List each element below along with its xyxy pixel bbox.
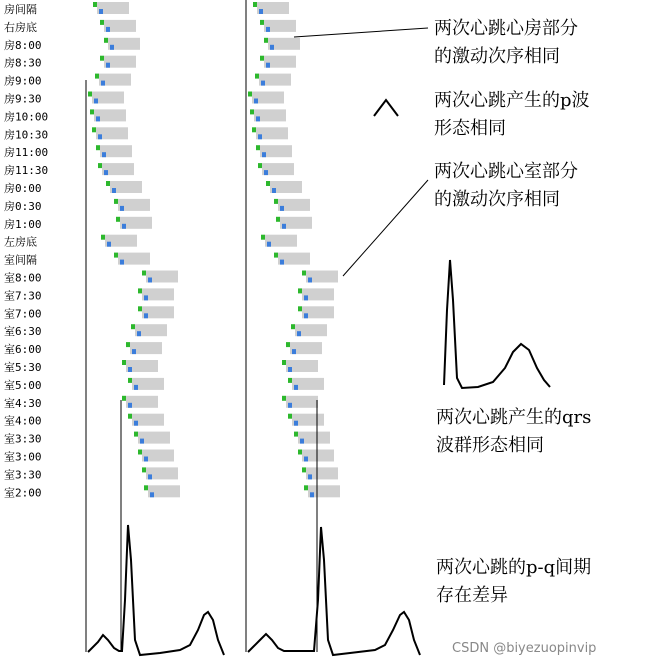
p-wave-glyph <box>374 100 398 116</box>
activation-start-marker <box>98 163 102 168</box>
activation-start-marker <box>288 414 292 419</box>
row-label: 房8:00 <box>4 38 42 52</box>
activation-end-marker <box>304 295 308 300</box>
activation-end-marker <box>288 367 292 372</box>
activation-start-marker <box>114 199 118 204</box>
row-label: 室7:30 <box>4 289 42 303</box>
activation-start-marker <box>122 360 126 365</box>
row-label: 室5:30 <box>4 361 42 374</box>
activation-end-marker <box>106 63 110 68</box>
svg-text:波群形态相同: 波群形态相同 <box>436 435 544 456</box>
activation-start-marker <box>291 324 295 329</box>
activation-start-marker <box>266 181 270 186</box>
activation-start-marker <box>288 378 292 383</box>
activation-end-marker <box>122 224 126 229</box>
row-label: 室3:00 <box>4 450 42 464</box>
activation-start-marker <box>258 163 262 168</box>
svg-text:两次心跳的p-q间期: 两次心跳的p-q间期 <box>436 557 592 578</box>
activation-start-marker <box>128 414 132 419</box>
annotation-qrs <box>436 407 591 456</box>
row-label: 房9:00 <box>4 74 42 88</box>
activation-end-marker <box>148 278 152 283</box>
leader-line-ventricle <box>343 180 428 276</box>
activation-start-marker <box>138 288 142 293</box>
activation-end-marker <box>254 99 258 104</box>
svg-text:的激动次序相同: 的激动次序相同 <box>434 46 560 67</box>
activation-start-marker <box>100 56 104 61</box>
qrs-wave-glyph <box>444 260 550 388</box>
activation-end-marker <box>280 206 284 211</box>
activation-end-marker <box>256 116 260 121</box>
activation-end-marker <box>99 9 103 14</box>
activation-end-marker <box>294 385 298 390</box>
activation-end-marker <box>128 367 132 372</box>
activation-start-marker <box>256 145 260 150</box>
activation-start-marker <box>282 360 286 365</box>
activation-end-marker <box>288 403 292 408</box>
activation-start-marker <box>282 396 286 401</box>
row-label: 室间隔 <box>4 253 37 267</box>
activation-start-marker <box>298 288 302 293</box>
row-label: 室2:00 <box>4 486 42 500</box>
activation-end-marker <box>272 188 276 193</box>
activation-start-marker <box>142 467 146 472</box>
activation-start-marker <box>116 217 120 222</box>
leader-line-atrial <box>294 28 428 37</box>
activation-start-marker <box>294 432 298 437</box>
activation-end-marker <box>297 331 301 336</box>
activation-end-marker <box>262 152 266 157</box>
activation-start-marker <box>264 38 268 43</box>
svg-text:形态相同: 形态相同 <box>434 118 506 139</box>
activation-start-marker <box>106 181 110 186</box>
activation-start-marker <box>286 342 290 347</box>
activation-end-marker <box>140 439 144 444</box>
activation-end-marker <box>98 134 102 139</box>
activation-end-marker <box>120 206 124 211</box>
activation-start-marker <box>142 271 146 276</box>
activation-start-marker <box>96 145 100 150</box>
activation-end-marker <box>107 242 111 247</box>
row-label: 房11:30 <box>4 164 49 178</box>
activation-end-marker <box>132 349 136 354</box>
activation-end-marker <box>310 492 314 497</box>
activation-start-marker <box>122 396 126 401</box>
row-label: 室3:30 <box>4 432 42 446</box>
activation-end-marker <box>258 134 262 139</box>
activation-end-marker <box>300 439 304 444</box>
row-label: 房0:30 <box>4 199 42 213</box>
activation-start-marker <box>95 74 99 79</box>
activation-end-marker <box>110 45 114 50</box>
activation-start-marker <box>128 378 132 383</box>
activation-end-marker <box>294 421 298 426</box>
beat-2-activation-bars <box>248 2 340 497</box>
activation-start-marker <box>138 450 142 455</box>
activation-start-marker <box>276 217 280 222</box>
activation-end-marker <box>150 492 154 497</box>
ecg-waveform-beat-2 <box>248 527 420 655</box>
svg-text:两次心跳心室部分: 两次心跳心室部分 <box>434 161 578 182</box>
activation-start-marker <box>274 253 278 258</box>
activation-start-marker <box>126 342 130 347</box>
activation-start-marker <box>138 306 142 311</box>
activation-end-marker <box>308 278 312 283</box>
activation-start-marker <box>144 485 148 490</box>
svg-text:两次心跳产生的qrs: 两次心跳产生的qrs <box>436 407 592 428</box>
activation-end-marker <box>120 260 124 265</box>
annotation-ventricle-seq <box>434 161 578 210</box>
activation-start-marker <box>298 450 302 455</box>
activation-start-marker <box>255 74 259 79</box>
activation-end-marker <box>304 457 308 462</box>
activation-start-marker <box>302 271 306 276</box>
activation-end-marker <box>94 99 98 104</box>
activation-end-marker <box>137 331 141 336</box>
row-label: 房9:30 <box>4 92 42 106</box>
row-label: 室6:30 <box>4 325 42 339</box>
activation-start-marker <box>134 432 138 437</box>
row-label: 室4:00 <box>4 414 42 428</box>
activation-end-marker <box>280 260 284 265</box>
row-label: 室8:00 <box>4 271 42 285</box>
activation-end-marker <box>134 385 138 390</box>
activation-start-marker <box>252 127 256 132</box>
activation-start-marker <box>100 20 104 25</box>
activation-start-marker <box>253 2 257 7</box>
activation-start-marker <box>304 485 308 490</box>
activation-end-marker <box>304 313 308 318</box>
activation-end-marker <box>308 474 312 479</box>
activation-start-marker <box>90 109 94 114</box>
activation-start-marker <box>93 2 97 7</box>
row-label: 房0:00 <box>4 182 42 195</box>
activation-start-marker <box>104 38 108 43</box>
activation-start-marker <box>260 20 264 25</box>
activation-end-marker <box>148 474 152 479</box>
row-labels <box>4 2 48 499</box>
activation-end-marker <box>266 27 270 32</box>
svg-text:两次心跳产生的p波: 两次心跳产生的p波 <box>434 90 590 111</box>
row-label: 房间隔 <box>4 3 37 16</box>
row-label: 室5:00 <box>4 378 42 392</box>
watermark: CSDN @biyezuopinvip <box>452 641 597 656</box>
annotation-pq <box>436 557 591 606</box>
activation-end-marker <box>134 421 138 426</box>
activation-end-marker <box>112 188 116 193</box>
activation-start-marker <box>298 306 302 311</box>
activation-start-marker <box>131 324 135 329</box>
activation-end-marker <box>128 403 132 408</box>
activation-end-marker <box>144 295 148 300</box>
activation-start-marker <box>114 253 118 258</box>
row-label: 室4:30 <box>4 396 42 410</box>
activation-start-marker <box>92 127 96 132</box>
activation-end-marker <box>104 170 108 175</box>
activation-start-marker <box>88 92 92 97</box>
row-label: 左房底 <box>4 235 37 249</box>
activation-end-marker <box>96 116 100 121</box>
annotation-p-wave <box>434 90 590 139</box>
activation-end-marker <box>292 349 296 354</box>
activation-start-marker <box>261 235 265 240</box>
svg-text:两次心跳心房部分: 两次心跳心房部分 <box>434 18 578 39</box>
beat-1-activation-bars <box>88 2 180 497</box>
row-label: 室7:00 <box>4 307 42 321</box>
activation-end-marker <box>267 242 271 247</box>
row-label: 室6:00 <box>4 343 42 357</box>
svg-text:存在差异: 存在差异 <box>436 585 508 606</box>
activation-end-marker <box>261 81 265 86</box>
activation-end-marker <box>264 170 268 175</box>
row-label: 房10:00 <box>4 110 49 124</box>
activation-end-marker <box>266 63 270 68</box>
activation-start-marker <box>302 467 306 472</box>
activation-start-marker <box>260 56 264 61</box>
row-label: 室3:30 <box>4 468 42 482</box>
activation-end-marker <box>259 9 263 14</box>
annotation-atrial-seq <box>434 18 578 67</box>
row-label: 房1:00 <box>4 217 42 231</box>
activation-start-marker <box>101 235 105 240</box>
activation-end-marker <box>144 313 148 318</box>
ecg-waveform-beat-1 <box>88 525 224 655</box>
activation-end-marker <box>101 81 105 86</box>
row-label: 房10:30 <box>4 128 49 142</box>
svg-text:的激动次序相同: 的激动次序相同 <box>434 189 560 210</box>
activation-end-marker <box>106 27 110 32</box>
activation-end-marker <box>270 45 274 50</box>
activation-end-marker <box>102 152 106 157</box>
activation-end-marker <box>144 457 148 462</box>
row-label: 右房底 <box>4 20 37 34</box>
activation-start-marker <box>250 109 254 114</box>
row-label: 房8:30 <box>4 56 42 70</box>
row-label: 房11:00 <box>4 146 49 160</box>
activation-start-marker <box>274 199 278 204</box>
activation-end-marker <box>282 224 286 229</box>
activation-start-marker <box>248 92 252 97</box>
